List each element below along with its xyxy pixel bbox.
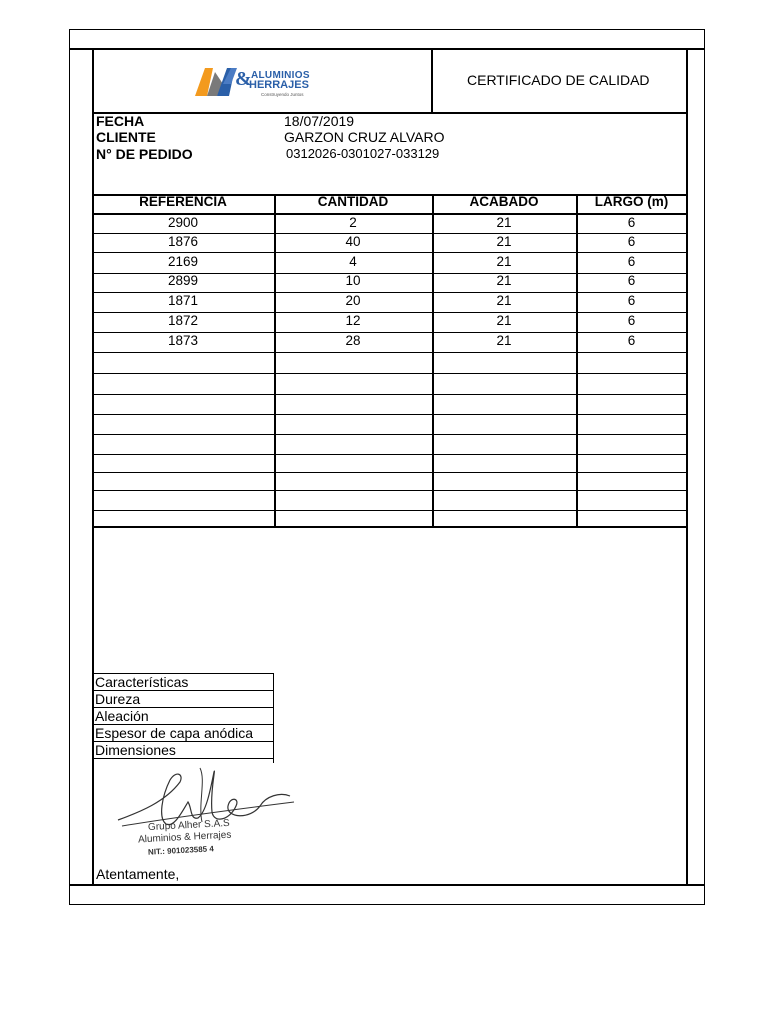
table-row-border [92,352,687,353]
table-cell-largo: 6 [627,234,636,249]
table-cell-largo: 6 [627,313,636,328]
table-cell-referencia: 1876 [167,234,199,249]
table-cell-largo: 6 [627,333,636,348]
table-row-border [92,510,687,511]
table-cell-referencia: 1873 [167,333,199,348]
table-cell-largo: 6 [627,273,636,288]
stamp-nit: NIT.: 901023585 4 [147,844,215,857]
table-bottom-border [92,526,687,528]
column-header-referencia: REFERENCIA [139,194,227,209]
logo-ampersand: & [235,68,252,90]
characteristic-item: Aleación [93,708,274,725]
table-cell-cantidad: 2 [349,215,357,230]
table-cell-acabado: 21 [496,273,512,288]
table-cell-largo: 6 [627,215,636,230]
table-row-border [92,394,687,395]
table-cell-cantidad: 28 [345,333,361,348]
logo-main-text: ALUMINIOS [251,70,310,81]
table-cell-cantidad: 12 [345,313,361,328]
characteristic-item: Dureza [93,691,274,708]
table-cell-acabado: 21 [496,254,512,269]
table-cell-acabado: 21 [496,333,512,348]
right-inner-border [686,48,688,885]
characteristic-item: Características [93,674,274,691]
fecha-label: FECHA [96,113,145,129]
table-row-border [92,454,687,455]
fecha-value: 18/07/2019 [284,113,355,129]
column-header-cantidad: CANTIDAD [317,194,389,209]
table-cell-cantidad: 40 [345,234,361,249]
header-divider [431,48,433,113]
left-inner-border [92,48,94,885]
column-header-acabado: ACABADO [469,194,539,209]
column-header-largo: LARGO (m) [594,194,669,209]
closing-text: Atentamente, [96,866,180,882]
table-cell-cantidad: 10 [345,273,361,288]
table-cell-cantidad: 4 [349,254,357,269]
top-inner-border [69,48,705,50]
table-cell-acabado: 21 [496,215,512,230]
table-cell-referencia: 2900 [167,215,199,230]
table-cell-largo: 6 [627,293,636,308]
characteristic-item: Espesor de capa anódica [93,725,274,742]
bottom-inner-border [69,884,705,886]
table-cell-acabado: 21 [496,313,512,328]
table-row-border [92,414,687,415]
table-cell-cantidad: 20 [345,293,361,308]
table-cell-referencia: 2899 [167,273,199,288]
stamp-company: Grupo Alher S.A.S [147,817,230,834]
table-row-border [92,472,687,473]
logo-sub-text: HERRAJES [249,79,309,91]
table-cell-acabado: 21 [496,293,512,308]
signature [110,762,300,862]
pedido-value: 0312026-0301027-033129 [286,146,440,161]
table-row-border [92,434,687,435]
cliente-label: CLIENTE [96,129,156,145]
table-row-border [92,373,687,374]
pedido-label: N° DE PEDIDO [96,146,193,162]
table-cell-acabado: 21 [496,234,512,249]
company-logo [193,64,313,100]
table-cell-referencia: 2169 [167,254,199,269]
characteristic-item: Dimensiones [93,742,274,759]
stamp-company-2: Aluminios & Herrajes [137,829,232,846]
table-cell-referencia: 1871 [167,293,199,308]
logo-tagline: Construyendo Juntos [261,92,304,97]
table-row-border [92,252,687,253]
header-bottom-border [92,112,687,114]
cliente-value: GARZON CRUZ ALVARO [284,129,445,145]
table-cell-largo: 6 [627,254,636,269]
table-row-border [92,490,687,491]
table-cell-referencia: 1872 [167,313,199,328]
page-title: CERTIFICADO DE CALIDAD [467,72,650,88]
